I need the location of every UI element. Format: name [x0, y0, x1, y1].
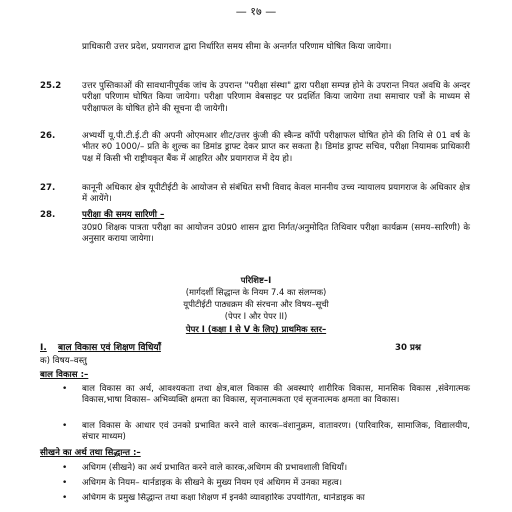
- section-number: I.: [40, 343, 47, 353]
- item-text: उत्तर पुस्तिकाओं की सावधानीपूर्वक जांच के उपरान्त "परीक्षा संस्था" द्वारा परीक्षा सम्पन्न होने के उपरान्त नियत अवधि के अन्दर परीक्षा परिणाम घोषित किया जायेगा। परीक्षा परिणाम वेबसाइट पर प्रदर्शित किया जायेगा तथा समाचार पत्रों के माध्यम से परीक्षाफल के घोषित होने की सूचना दी जायेगी।: [82, 81, 470, 114]
- item-number: 26.: [40, 131, 56, 141]
- bal-vikas-heading: बाल विकास :–: [40, 370, 89, 380]
- bullet-icon: •: [62, 384, 68, 394]
- item-heading: परीक्षा की समय सारिणी –: [82, 210, 165, 220]
- bullet-icon: •: [62, 421, 68, 431]
- list-item: अधिगम (सीखने) का अर्थ प्रभावित करने वाले कारक,अधिगम की प्रभावशाली विधियाँ।: [82, 463, 348, 473]
- page-number: — १७ —: [235, 5, 277, 18]
- bullet-icon: •: [62, 478, 68, 488]
- appendix-paper-heading: पेपर I (कक्षा I से V के लिए) प्राथमिक स्तर–: [185, 324, 327, 334]
- appendix-line: (पेपर I और पेपर II): [224, 311, 288, 321]
- item-text: उ0प्र0 शिक्षक पात्रता परीक्षा का आयोजन उ0प्र0 शासन द्वारा निर्गत/अनुमोदित तिथिवार परीक्षा कार्यक्रम (समय–सारिणी) के अनुसार कराया जायेगा।: [82, 223, 470, 245]
- bullet-icon: •: [62, 463, 68, 473]
- appendix-subtitle: (मार्गदर्शी सिद्धान्त के नियम 7.4 का संलग्नक): [185, 287, 327, 297]
- bullet-icon: •: [62, 493, 68, 503]
- appendix-title: परिशिष्ट–I: [240, 275, 272, 285]
- continuation-paragraph: प्राधिकारी उत्तर प्रदेश, प्रयागराज द्वारा निर्धारित समय सीमा के अन्तर्गत परिणाम घोषित किया जायेगा।: [82, 42, 392, 52]
- list-item: बाल विकास का अर्थ, आवश्यकता तथा क्षेत्र,बाल विकास की अवस्थाएं शारीरिक विकास, मानसिक विकास ,संवेगात्मक विकास,भाषा विकास– अभिव्यक्ति क्षमता का विकास, सृजनात्मकता एवं सृजनात्मक क्षमता का विकास।: [82, 384, 470, 406]
- item-number: 28.: [40, 210, 56, 220]
- section-title: बाल विकास एवं शिक्षण विधियाँ: [58, 343, 161, 353]
- appendix-line: यूपीटीईटी पाठ्यक्रम की संरचना और विषय–सूची: [183, 299, 329, 309]
- section-questions: 30 प्रश्न: [395, 343, 421, 353]
- list-item: अधिगम के प्रमुख सिद्धान्त तथा कक्षा शिक्षण में इनकी व्यावहारिक उपयोगिता, थार्नडाइक का: [82, 493, 365, 503]
- item-number: 27.: [40, 183, 56, 193]
- item-text: कानूनी अधिकार क्षेत्र यूपीटीईटी के आयोजन से संबंधित सभी विवाद केवल माननीय उच्च न्यायालय प्रयागराज के अधिकार क्षेत्र में आयेंगे।: [82, 183, 470, 205]
- learning-heading: सीखने का अर्थ तथा सिद्धान्त :–: [40, 448, 141, 458]
- item-number: 25.2: [40, 81, 62, 91]
- list-item: अधिगम के नियम– थार्नडाइक के सीखने के मुख्य नियम एवं अधिगम में उनका महत्व।: [82, 478, 343, 488]
- item-text: अभ्यर्थी यू.पी.टी.ई.टी की अपनी ओएमआर शीट/उत्तर कुंजी की स्कैन्ड कॉपी परीक्षाफल घोषित होने की तिथि से 01 वर्ष के भीतर रु0 1000/– प्रति के शुल्क का डिमांड ड्राफ्ट देकर प्राप्त कर सकता है। डिमांड ड्राफ्ट सचिव, परीक्षा नियामक प्राधिकारी पक्ष में किसी भी राष्ट्रीयकृत बैंक में आहरित और प्रयागराज में देय हो।: [82, 131, 470, 164]
- sub-heading: क) विषय–वस्तु: [40, 356, 87, 366]
- list-item: बाल विकास के आधार एवं उनको प्रभावित करने वाले कारक–वंशानुक्रम, वातावरण। (पारिवारिक, सामाजिक, विद्यालयीय, संचार माध्यम): [82, 421, 470, 443]
